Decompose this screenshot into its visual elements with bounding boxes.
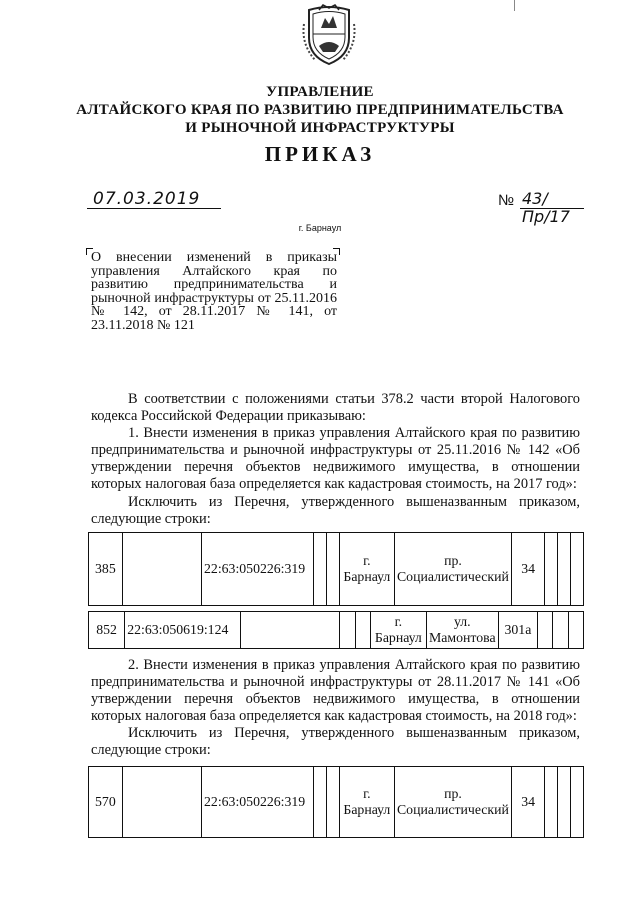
scan-mark — [514, 0, 515, 11]
empty-cell — [340, 612, 355, 649]
empty-cell — [568, 612, 583, 649]
row-number: 852 — [89, 612, 125, 649]
empty-cell — [538, 612, 553, 649]
table-row — [89, 612, 584, 649]
empty-cell — [545, 767, 558, 838]
cadastral-number-1 — [122, 767, 201, 838]
street-cell: пр. Социалистический — [394, 767, 511, 838]
house-cell: 34 — [511, 767, 544, 838]
item-1-paragraph: 1. Внести изменения в приказ управления Алтайского края по развитию предпринимательства и рыночной инфраструктуры от 25.11.2016 № 142 «Об утверждении перечня объектов недвижимого имущества, в отношении которых налоговая база определяется как кадастровая стоимость, на 2017 год»: — [91, 425, 580, 492]
house-cell: 301а — [498, 612, 538, 649]
excluded-rows-table-2 — [88, 611, 584, 649]
street-cell: пр. Социалистический — [394, 533, 511, 606]
org-name-line-1: УПРАВЛЕНИЕ — [266, 84, 374, 100]
table-row — [89, 767, 584, 838]
org-name-line-3: И РЫНОЧНОЙ ИНФРАСТРУКТУРЫ — [185, 120, 455, 136]
empty-cell — [313, 533, 326, 606]
empty-cell — [558, 767, 571, 838]
item-2-paragraph: 2. Внести изменения в приказ управления Алтайского края по развитию предпринимательства и рыночной инфраструктуры от 28.11.2017 № 141 «Об утверждении перечня объектов недвижимого имущества, в отношении которых налоговая база определяется как кадастровая стоимость, на 2018 год»: — [91, 657, 580, 724]
exclude-1-paragraph: Исключить из Перечня, утвержденного вышеназванным приказом, следующие строки: — [91, 494, 580, 527]
cadastral-number-2 — [241, 612, 340, 649]
coat-of-arms-emblem — [301, 4, 357, 68]
document-date: 07.03.2019 — [87, 190, 221, 209]
empty-cell — [558, 533, 571, 606]
empty-cell — [355, 612, 370, 649]
document-type-title: ПРИКАЗ — [264, 142, 376, 166]
excluded-rows-table-3 — [88, 766, 584, 838]
exclude-2-paragraph: Исключить из Перечня, утвержденного вышеназванным приказом, следующие строки: — [91, 725, 580, 758]
document-number: 43/Пр/17 — [520, 190, 584, 209]
city-cell: г. Барнаул — [339, 767, 394, 838]
city-label: г. Барнаул — [298, 223, 342, 233]
row-number: 385 — [89, 533, 123, 606]
cadastral-number-1: 22:63:050619:124 — [125, 612, 241, 649]
empty-cell — [571, 533, 584, 606]
order-subject: О внесении изменений в приказы управления Алтайского края по развитию предпринимательства и рыночной инфраструктуры от 25.11.2016 № 142, от 28.11.2017 № 141, от 23.11.2018 № 121 — [91, 250, 337, 333]
intro-paragraph: В соответствии с положениями статьи 378.2 части второй Налогового кодекса Российской Федерации приказываю: — [91, 391, 580, 424]
city-cell: г. Барнаул — [370, 612, 426, 649]
number-label: № — [498, 192, 515, 209]
empty-cell — [326, 533, 339, 606]
house-cell: 34 — [511, 533, 544, 606]
excluded-rows-table-1 — [88, 532, 584, 606]
empty-cell — [545, 533, 558, 606]
cadastral-number-2: 22:63:050226:319 — [202, 533, 314, 606]
street-cell: ул. Мамонтова — [426, 612, 498, 649]
empty-cell — [553, 612, 568, 649]
cadastral-number-1 — [122, 533, 201, 606]
empty-cell — [326, 767, 339, 838]
table-row — [89, 533, 584, 606]
empty-cell — [313, 767, 326, 838]
empty-cell — [571, 767, 584, 838]
city-cell: г. Барнаул — [339, 533, 394, 606]
org-name-line-2: АЛТАЙСКОГО КРАЯ ПО РАЗВИТИЮ ПРЕДПРИНИМАТЕЛЬСТВА — [76, 102, 564, 118]
row-number: 570 — [89, 767, 123, 838]
cadastral-number-2: 22:63:050226:319 — [202, 767, 314, 838]
